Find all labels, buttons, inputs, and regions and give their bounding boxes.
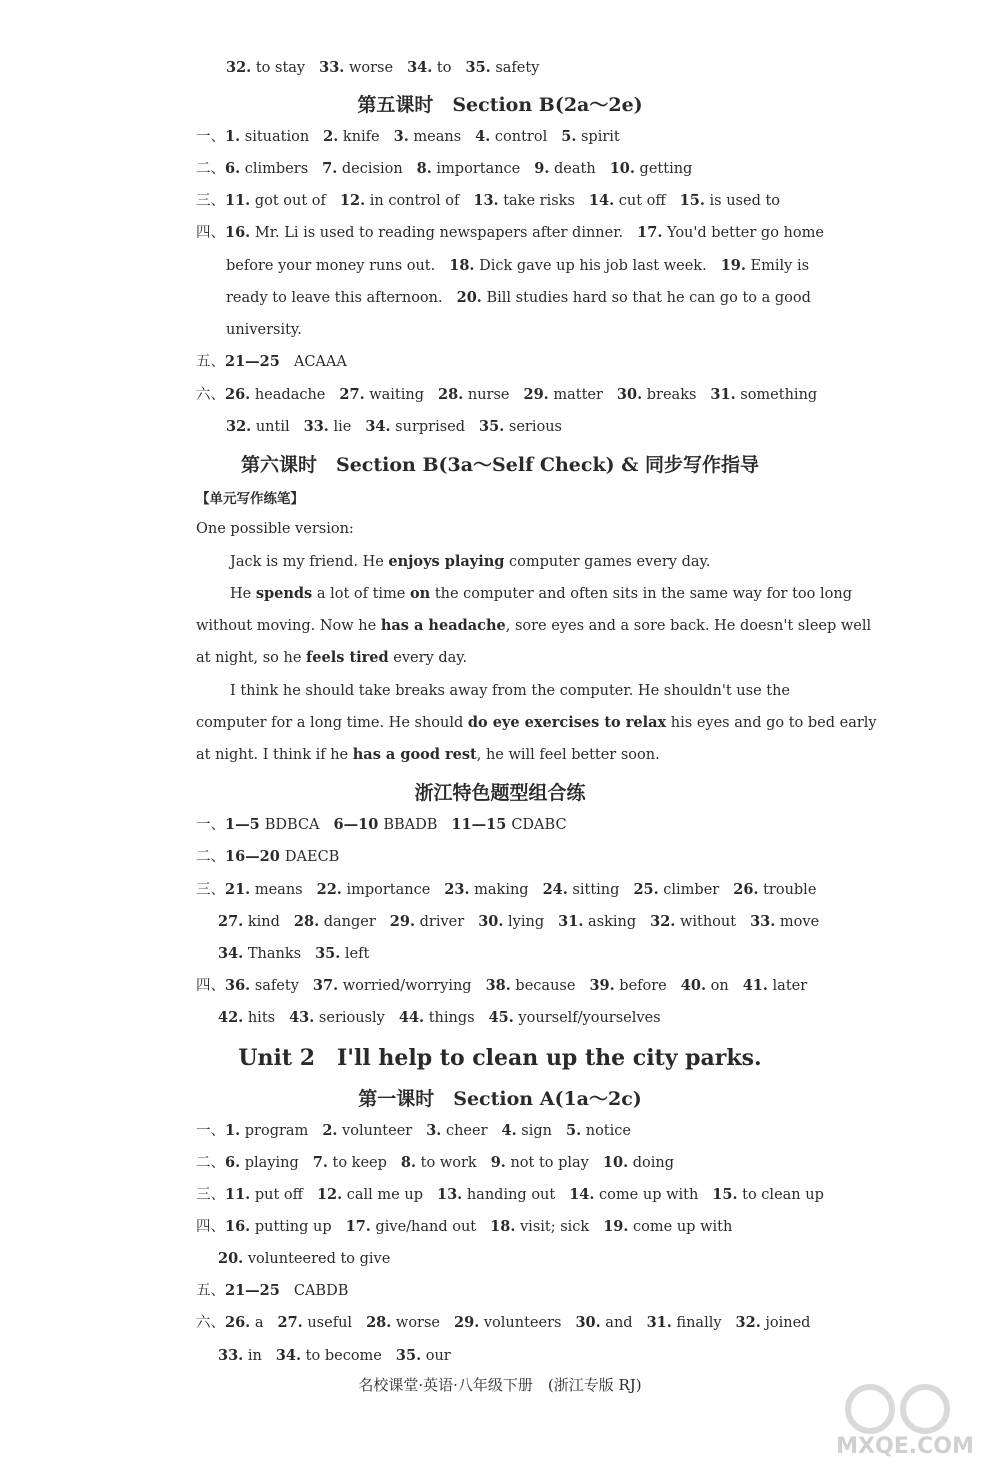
answer-text: BDBCA	[264, 817, 320, 833]
answer-number: 35.	[315, 945, 341, 962]
answer-line	[218, 912, 819, 932]
answer-line: 三、21. means 22. importance 23. making 24. sitting 25. climber 26. trouble	[196, 881, 817, 898]
answer-number: 9.	[490, 1154, 506, 1171]
essay-text: without moving. Now he	[196, 618, 381, 634]
answer-text: come up with	[594, 1187, 699, 1203]
answer-number: 32.	[735, 1314, 761, 1331]
answer-text: trouble	[758, 882, 817, 898]
answer-text: danger	[319, 914, 376, 930]
answer-text: got out of	[250, 193, 326, 209]
answer-line	[218, 1249, 390, 1269]
essay-text: every day.	[388, 650, 468, 666]
answer-text: worse	[391, 1315, 441, 1331]
answer-line: 二、16—20 DAECB	[196, 848, 340, 865]
answer-number: 13.	[437, 1186, 463, 1203]
answer-text: importance	[431, 161, 521, 177]
essay-line	[196, 616, 871, 636]
answer-text: useful	[302, 1315, 353, 1331]
answer-number: 36.	[225, 977, 251, 994]
answer-text: without	[675, 914, 737, 930]
answer-text: Mr. Li is used to reading newspapers after dinner.	[250, 225, 624, 241]
key-phrase: has a good rest	[352, 746, 477, 763]
answer-number: 39.	[589, 977, 615, 994]
answer-text: sign	[516, 1123, 552, 1139]
answer-line: 六、26. a 27. useful 28. worse 29. volunteers 30. and 31. finally 32. joined	[196, 1314, 811, 1331]
answer-number: 15.	[712, 1186, 738, 1203]
answer-number: 9.	[534, 160, 550, 177]
answer-line	[226, 58, 539, 78]
answer-text: doing	[628, 1155, 675, 1171]
answer-number: 27.	[277, 1314, 303, 1331]
answer-number: 26.	[225, 386, 251, 403]
answer-number: 11.	[225, 192, 251, 209]
answer-number: 1.	[225, 1122, 241, 1139]
answer-number: 45.	[488, 1009, 514, 1026]
page-footer: 名校课堂·英语·八年级下册 (浙江专版 RJ)	[358, 1376, 642, 1394]
essay-text: his eyes and go to bed early	[666, 715, 877, 731]
answer-text: sitting	[567, 882, 620, 898]
answer-text: volunteered to give	[243, 1251, 391, 1267]
answer-text: climbers	[240, 161, 309, 177]
answer-number: 3.	[393, 128, 409, 145]
answer-text: safety	[250, 978, 299, 994]
answer-text: things	[424, 1010, 475, 1026]
answer-text: spirit	[576, 129, 620, 145]
answer-number: 42.	[218, 1009, 244, 1026]
answer-text: a	[250, 1315, 264, 1331]
answer-text: visit; sick	[515, 1219, 590, 1235]
answer-text: Thanks	[243, 946, 302, 962]
answer-number: 35.	[465, 59, 491, 76]
essay-text: He	[230, 586, 256, 602]
answer-text: because	[510, 978, 576, 994]
answer-text: You'd better go home	[662, 225, 824, 241]
answer-text: surprised	[390, 419, 466, 435]
answer-text: nurse	[463, 387, 510, 403]
answer-text: lying	[503, 914, 545, 930]
answer-text: until	[251, 419, 290, 435]
answer-number: 26.	[733, 881, 759, 898]
answer-number: 16.	[225, 224, 251, 241]
answer-text: DAECB	[284, 849, 340, 865]
answer-number: 14.	[588, 192, 615, 209]
watermark	[830, 1379, 980, 1463]
answer-text: volunteers	[479, 1315, 562, 1331]
essay-line	[230, 584, 852, 604]
answer-text: Emily is	[745, 258, 810, 274]
answer-text: come up with	[628, 1219, 733, 1235]
unit-title: Unit 2 I'll help to clean up the city parks.	[238, 1045, 762, 1071]
answer-number: 16—20	[225, 848, 285, 865]
answer-text: to keep	[327, 1155, 387, 1171]
answer-text: matter	[548, 387, 603, 403]
answer-line	[218, 1346, 451, 1366]
section-title: 第一课时 Section A(1a～2c)	[358, 1088, 642, 1110]
answer-text: notice	[581, 1123, 631, 1139]
answer-text: move	[775, 914, 820, 930]
answer-number: 7.	[322, 160, 338, 177]
answer-number: 4.	[501, 1122, 517, 1139]
essay-text: at night. I think if he	[196, 747, 353, 763]
answer-text: asking	[583, 914, 637, 930]
answer-text: to stay	[251, 60, 306, 76]
answer-line	[218, 1008, 661, 1028]
answer-text: left	[340, 946, 370, 962]
answer-text: finally	[671, 1315, 722, 1331]
answer-number: 27.	[218, 913, 244, 930]
answer-number: 23.	[444, 881, 470, 898]
answer-number: 35.	[395, 1347, 422, 1364]
answer-number: 12.	[339, 192, 366, 209]
answer-number: 5.	[565, 1122, 582, 1139]
answer-number: 29.	[454, 1314, 480, 1331]
answer-number: 3.	[426, 1122, 442, 1139]
answer-number: 29.	[389, 913, 416, 930]
essay-text: the computer and often sits in the same way for too long	[430, 586, 852, 602]
key-phrase: enjoys playing	[388, 553, 505, 570]
key-phrase: feels tired	[306, 649, 389, 666]
answer-number: 6.	[225, 160, 241, 177]
answer-number: 17.	[637, 224, 663, 241]
answer-text: something	[735, 387, 818, 403]
essay-text: computer for a long time. He should	[196, 715, 468, 731]
essay-text: , he will feel better soon.	[476, 747, 660, 763]
answer-number: 11—15	[451, 816, 512, 833]
answer-number: 28.	[438, 386, 464, 403]
answer-text: our	[421, 1348, 451, 1364]
answer-text: is used to	[704, 193, 781, 209]
answer-text: serious	[504, 419, 562, 435]
answer-number: 40.	[680, 977, 706, 994]
answer-line	[218, 944, 369, 964]
answer-line	[226, 288, 811, 308]
answer-number: 32.	[226, 418, 252, 435]
answer-text: lie	[328, 419, 352, 435]
watermark-logo-icon	[830, 1379, 980, 1459]
answer-line: 二、6. climbers 7. decision 8. importance 9. death 10. getting	[196, 160, 693, 177]
answer-text: later	[767, 978, 808, 994]
answer-number: 34.	[218, 945, 244, 962]
answer-line: 一、1—5 BDBCA 6—10 BBADB 11—15 CDABC	[196, 816, 567, 833]
answer-number: 19.	[720, 257, 746, 274]
answer-number: 4.	[475, 128, 491, 145]
key-phrase: spends	[255, 585, 313, 602]
answer-number: 22.	[316, 881, 342, 898]
answer-text: put off	[250, 1187, 303, 1203]
answer-line: 四、36. safety 37. worried/worrying 38. because 39. before 40. on 41. later	[196, 977, 808, 994]
key-phrase: on	[410, 585, 431, 602]
key-phrase: do eye exercises to relax	[467, 714, 667, 731]
answer-text: in control of	[365, 193, 460, 209]
answer-number: 18.	[490, 1218, 516, 1235]
answer-text: not to play	[505, 1155, 589, 1171]
answer-text: breaks	[642, 387, 697, 403]
answer-text: waiting	[364, 387, 425, 403]
answer-text: means	[408, 129, 462, 145]
answer-line: 五、21—25 ACAAA	[196, 353, 347, 370]
answer-line: 三、11. got out of 12. in control of 13. take risks 14. cut off 15. is used to	[196, 192, 781, 209]
answer-line	[226, 417, 562, 437]
answer-number: 1—5	[225, 816, 265, 833]
answer-text: to work	[416, 1155, 477, 1171]
answer-number: 20.	[456, 289, 482, 306]
answer-number: 27.	[339, 386, 365, 403]
key-phrase: has a headache	[380, 617, 506, 634]
answer-number: 35.	[479, 418, 505, 435]
answer-number: 21.	[225, 881, 251, 898]
answer-number: 18.	[449, 257, 475, 274]
essay-line	[230, 552, 710, 572]
essay-line: One possible version:	[196, 521, 354, 537]
answer-number: 8.	[416, 160, 432, 177]
answer-text: Dick gave up his job last week.	[474, 258, 707, 274]
answer-number: 26.	[225, 1314, 251, 1331]
answer-line: 五、21—25 CABDB	[196, 1282, 349, 1299]
answer-number: 33.	[750, 913, 776, 930]
answer-text: on	[706, 978, 729, 994]
answer-text: to clean up	[737, 1187, 824, 1203]
answer-number: 15.	[679, 192, 705, 209]
answer-text: cut off	[614, 193, 666, 209]
answer-line: 六、26. headache 27. waiting 28. nurse 29. matter 30. breaks 31. something	[196, 386, 818, 403]
answer-number: 31.	[558, 913, 584, 930]
answer-text: call me up	[342, 1187, 423, 1203]
essay-text: computer games every day.	[504, 554, 711, 570]
answer-text: playing	[240, 1155, 299, 1171]
answer-text: BBADB	[383, 817, 438, 833]
answer-number: 16.	[225, 1218, 251, 1235]
answer-number: 43.	[289, 1009, 315, 1026]
answer-number: 28.	[366, 1314, 392, 1331]
answer-number: 8.	[400, 1154, 417, 1171]
answer-text: driver	[415, 914, 465, 930]
answer-text: situation	[240, 129, 310, 145]
answer-number: 6—10	[333, 816, 384, 833]
essay-line: I think he should take breaks away from the computer. He shouldn't use the	[230, 683, 791, 699]
answer-text: to become	[301, 1348, 382, 1364]
answer-number: 25.	[633, 881, 659, 898]
answer-text: handing out	[462, 1187, 556, 1203]
answer-text: getting	[634, 161, 693, 177]
answer-text: climber	[658, 882, 720, 898]
answer-number: 44.	[398, 1009, 425, 1026]
answer-text: volunteer	[337, 1123, 413, 1139]
essay-line	[196, 648, 467, 668]
answer-number: 37.	[312, 977, 339, 994]
answer-text: death	[549, 161, 596, 177]
answer-text: ready to leave this afternoon.	[226, 290, 443, 306]
answer-number: 1.	[225, 128, 241, 145]
answer-text: headache	[250, 387, 326, 403]
answer-number: 38.	[485, 977, 511, 994]
answer-text: knife	[338, 129, 380, 145]
answer-line	[226, 256, 809, 276]
answer-number: 34.	[275, 1347, 302, 1364]
answer-number: 19.	[603, 1218, 629, 1235]
answer-line: 二、6. playing 7. to keep 8. to work 9. not to play 10. doing	[196, 1154, 675, 1171]
answer-line: 一、1. program 2. volunteer 3. cheer 4. sign 5. notice	[196, 1122, 631, 1139]
section-title: 浙江特色题型组合练	[414, 782, 586, 804]
answer-number: 24.	[542, 881, 568, 898]
answer-text: kind	[243, 914, 280, 930]
essay-text: , sore eyes and a sore back. He doesn't sleep well	[505, 618, 872, 634]
answer-number: 13.	[473, 192, 499, 209]
answer-number: 32.	[650, 913, 676, 930]
answer-text: seriously	[314, 1010, 385, 1026]
answer-number: 2.	[322, 1122, 338, 1139]
answer-text: and	[600, 1315, 633, 1331]
answer-number: 28.	[293, 913, 320, 930]
answer-number: 20.	[218, 1250, 244, 1267]
answer-text: before	[614, 978, 667, 994]
answer-number: 14.	[569, 1186, 595, 1203]
answer-number: 17.	[345, 1218, 371, 1235]
answer-text: control	[490, 129, 548, 145]
answer-text: yourself/yourselves	[513, 1010, 661, 1026]
answer-text: worried/worrying	[338, 978, 472, 994]
answer-number: 34.	[365, 418, 391, 435]
answer-number: 34.	[407, 59, 433, 76]
answer-text: take risks	[498, 193, 575, 209]
answer-number: 33.	[303, 418, 329, 435]
essay-text: a lot of time	[312, 586, 410, 602]
answer-line: 一、1. situation 2. knife 3. means 4. control 5. spirit	[196, 128, 620, 145]
answer-text: joined	[760, 1315, 811, 1331]
answer-text: importance	[341, 882, 431, 898]
answer-number: 33.	[218, 1347, 244, 1364]
answer-number: 10.	[602, 1154, 629, 1171]
answer-number: 5.	[561, 128, 577, 145]
answer-number: 30.	[478, 913, 504, 930]
answer-text: making	[469, 882, 529, 898]
answer-text: program	[240, 1123, 309, 1139]
answer-text: in	[243, 1348, 262, 1364]
answer-text: CDABC	[511, 817, 567, 833]
answer-text: means	[250, 882, 303, 898]
answer-line: 三、11. put off 12. call me up 13. handing out 14. come up with 15. to clean up	[196, 1186, 824, 1203]
answer-number: 30.	[575, 1314, 601, 1331]
answer-number: 29.	[523, 386, 549, 403]
answer-text: before your money runs out.	[226, 258, 436, 274]
answer-text: give/hand out	[370, 1219, 477, 1235]
section-title: 第六课时 Section B(3a～Self Check) & 同步写作指导	[240, 454, 759, 476]
answer-text: to	[432, 60, 452, 76]
answer-number: 11.	[225, 1186, 251, 1203]
answer-text: Bill studies hard so that he can go to a good	[481, 290, 811, 306]
answer-number: 6.	[225, 1154, 241, 1171]
answer-text: decision	[337, 161, 403, 177]
essay-line	[196, 713, 877, 733]
svg-text:MXQE.COM: MXQE.COM	[836, 1434, 974, 1459]
answer-line: university.	[226, 322, 302, 338]
answer-text: safety	[490, 60, 540, 76]
answer-number: 32.	[226, 59, 252, 76]
answer-number: 31.	[710, 386, 736, 403]
answer-number: 30.	[616, 386, 643, 403]
answer-text: cheer	[441, 1123, 488, 1139]
essay-text: Jack is my friend. He	[230, 554, 389, 570]
essay-text: at night, so he	[196, 650, 307, 666]
answer-number: 2.	[323, 128, 339, 145]
answer-number: 10.	[609, 160, 635, 177]
answer-line: 四、16. Mr. Li is used to reading newspapers after dinner. 17. You'd better go home	[196, 224, 824, 241]
answer-number: 33.	[319, 59, 345, 76]
essay-line	[196, 745, 660, 765]
section-title: 第五课时 Section B(2a～2e)	[357, 94, 643, 116]
answer-number: 31.	[646, 1314, 672, 1331]
answer-number: 7.	[312, 1154, 328, 1171]
answer-number: 41.	[742, 977, 768, 994]
answer-number: 12.	[316, 1186, 343, 1203]
answer-text: putting up	[250, 1219, 332, 1235]
writing-label: 【单元写作练笔】	[196, 491, 304, 507]
answer-text: hits	[243, 1010, 276, 1026]
answer-text: worse	[344, 60, 394, 76]
answer-line: 四、16. putting up 17. give/hand out 18. visit; sick 19. come up with	[196, 1218, 733, 1235]
